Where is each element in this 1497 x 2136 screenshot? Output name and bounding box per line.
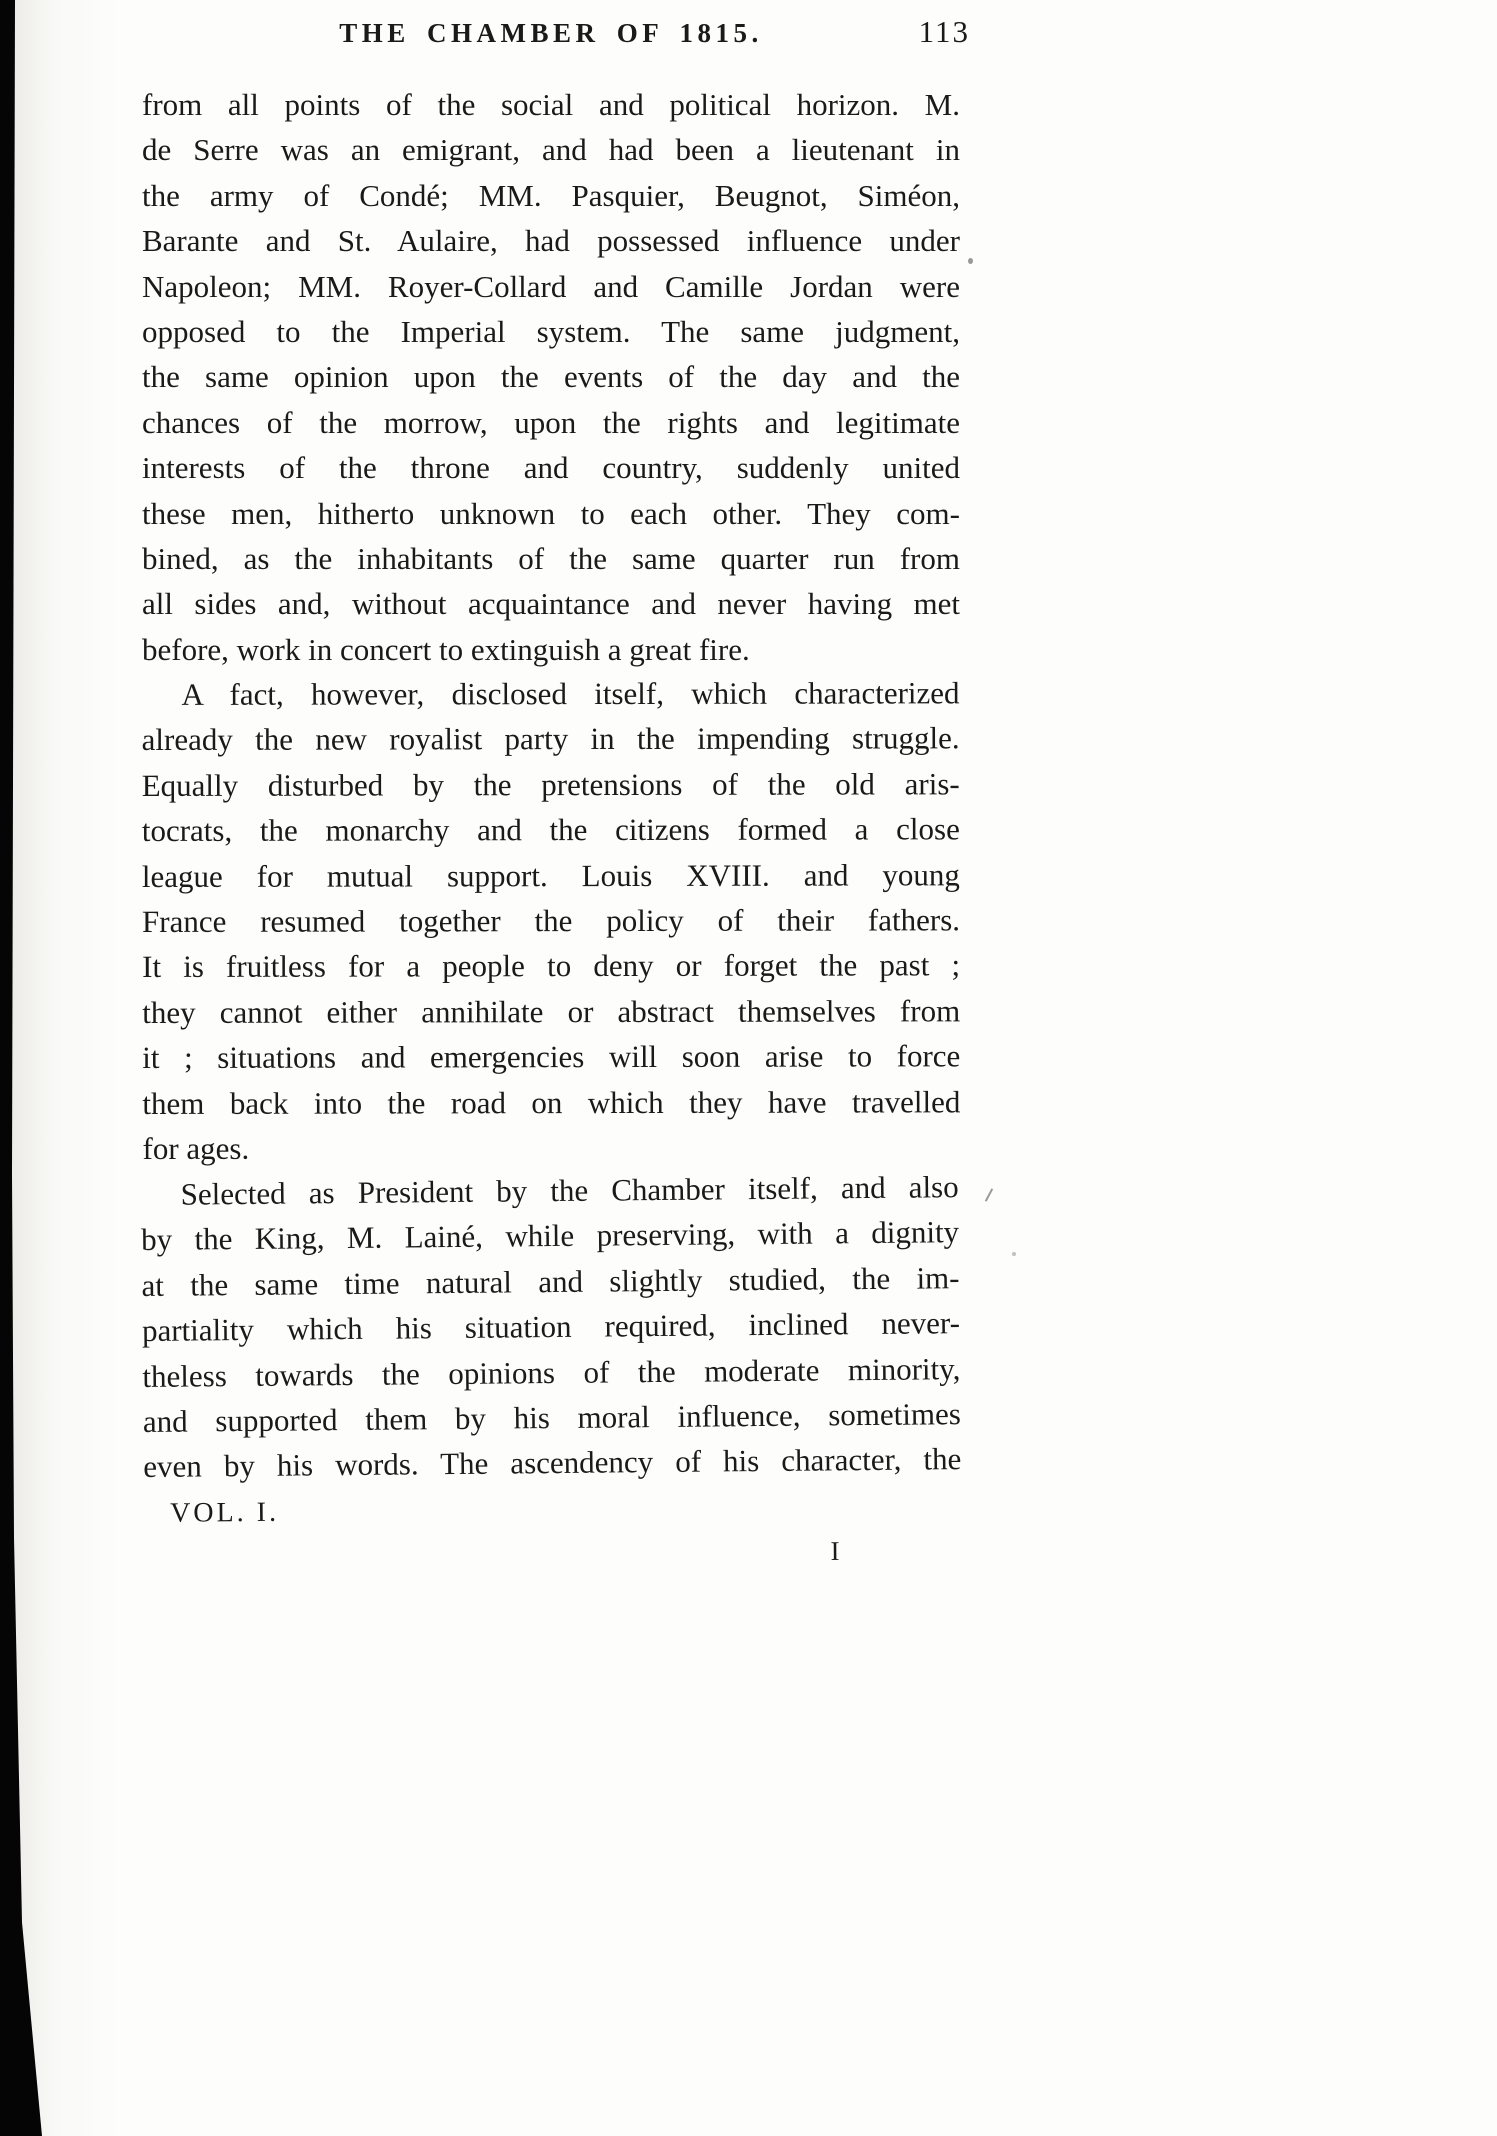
- text-line: before, work in concert to extinguish a great fire.: [142, 631, 750, 667]
- text-line: the same opinion upon the events of the day and the: [142, 359, 960, 395]
- text-line: they cannot either annihilate or abstract themselves from: [142, 993, 961, 1031]
- text-block: [140, 14, 970, 1490]
- text-line: them back into the road on which they have travelled: [142, 1084, 961, 1121]
- volume-label: VOL. I.: [169, 1496, 280, 1529]
- text-line: de Serre was an emigrant, and had been a lieutenant in: [142, 132, 960, 168]
- page-header: [142, 14, 970, 76]
- text-line: league for mutual support. Louis XVIII. and young: [141, 857, 960, 894]
- page-number: 113: [918, 14, 970, 49]
- text-line: already the new royalist party in the impending struggle.: [141, 720, 960, 758]
- text-line: all sides and, without acquaintance and never having met: [142, 586, 960, 622]
- text-line: A fact, however, disclosed itself, which characterized: [181, 675, 960, 713]
- page-body: [142, 82, 960, 1490]
- text-line: interests of the throne and country, suddenly united: [142, 450, 960, 486]
- page-footer: [142, 1491, 960, 1566]
- text-line: by the King, M. Lainé, while preserving, with a dignity: [140, 1214, 960, 1258]
- text-line: It is fruitless for a people to deny or forget the past ;: [142, 948, 961, 985]
- text-line: Napoleon; MM. Royer-Collard and Camille Jordan were: [142, 268, 960, 304]
- printers-signature-mark: I: [830, 1535, 840, 1566]
- text-line: Equally disturbed by the pretensions of the old aris-: [141, 766, 960, 804]
- text-line: at the same time natural and slightly studied, the im-: [141, 1259, 960, 1303]
- text-line: chances of the morrow, upon the rights and legitimate: [142, 404, 960, 440]
- text-line: from all points of the social and political horizon. M.: [142, 87, 960, 122]
- text-line: Barante and St. Aulaire, had possessed influence under: [142, 223, 960, 259]
- text-line: the army of Condé; MM. Pasquier, Beugnot, Siméon,: [142, 177, 960, 213]
- binding-shadow: [0, 0, 60, 2136]
- paragraph: [141, 671, 960, 1172]
- text-line: tocrats, the monarchy and the citizens formed a close: [141, 811, 960, 849]
- text-line: Selected as President by the Chamber itself, and also: [180, 1168, 959, 1212]
- running-title: THE CHAMBER OF 1815.: [339, 18, 763, 48]
- scan-speck: [968, 258, 973, 264]
- paragraph: [140, 1164, 961, 1490]
- scan-speck: [1012, 1252, 1016, 1256]
- text-line: theless towards the opinions of the moderate minority,: [142, 1350, 961, 1394]
- text-line: even by his words. The ascendency of his character, the: [143, 1441, 962, 1485]
- scan-speck: [985, 1188, 993, 1201]
- text-line: for ages.: [142, 1131, 250, 1167]
- paragraph: [142, 82, 960, 672]
- text-line: bined, as the inhabitants of the same quarter run from: [142, 541, 960, 577]
- text-line: and supported them by his moral influence, sometimes: [142, 1395, 962, 1439]
- text-line: these men, hitherto unknown to each other. They com-: [142, 495, 960, 531]
- text-line: opposed to the Imperial system. The same judgment,: [142, 314, 960, 350]
- text-line: it ; situations and emergencies will soon arise to force: [142, 1038, 961, 1076]
- text-line: partiality which his situation required, inclined never-: [141, 1305, 961, 1348]
- text-line: France resumed together the policy of their fathers.: [141, 902, 961, 940]
